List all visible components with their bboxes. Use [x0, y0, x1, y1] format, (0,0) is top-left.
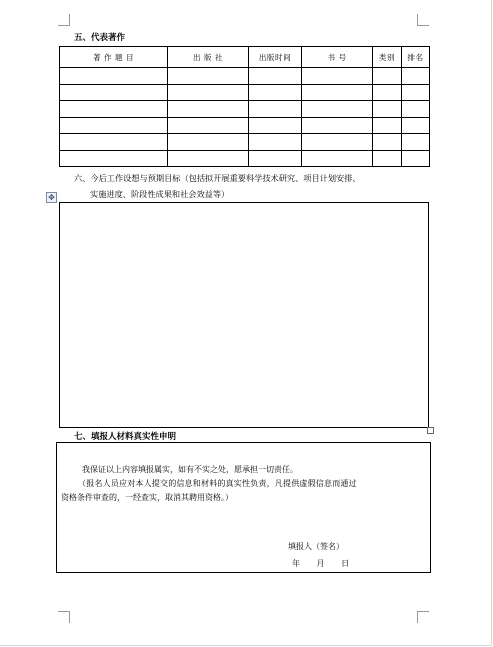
works-table	[59, 46, 430, 167]
table-cell[interactable]	[249, 68, 302, 85]
table-cell[interactable]	[302, 134, 373, 151]
table-cell[interactable]	[373, 101, 402, 118]
table-cell[interactable]	[302, 84, 373, 101]
table-cell[interactable]	[249, 150, 302, 167]
table-cell[interactable]	[249, 134, 302, 151]
table-row	[60, 117, 430, 134]
table-cell[interactable]	[373, 68, 402, 85]
table-cell[interactable]	[168, 101, 249, 118]
table-row	[60, 150, 430, 167]
table-cell[interactable]	[402, 134, 430, 151]
table-cell[interactable]	[373, 117, 402, 134]
table-cell[interactable]	[168, 84, 249, 101]
table-cell[interactable]	[373, 84, 402, 101]
table-row	[60, 134, 430, 151]
table-cell[interactable]	[402, 68, 430, 85]
section-7-title: 七、填报人材料真实性申明	[74, 432, 177, 442]
table-cell[interactable]	[302, 150, 373, 167]
col-rank: 排名	[402, 47, 430, 68]
col-isbn: 书 号	[302, 47, 373, 68]
table-cell[interactable]	[60, 134, 168, 151]
table-cell[interactable]	[373, 150, 402, 167]
plan-text-area[interactable]	[59, 202, 429, 428]
page-corner-mark	[58, 14, 70, 26]
page-corner-mark	[58, 611, 70, 623]
table-header-row	[60, 47, 430, 68]
table-cell[interactable]	[249, 117, 302, 134]
table-cell[interactable]	[402, 117, 430, 134]
table-cell[interactable]	[60, 150, 168, 167]
table-cell[interactable]	[168, 134, 249, 151]
table-cell[interactable]	[60, 68, 168, 85]
col-publisher: 出 版 社	[168, 47, 249, 68]
table-cell[interactable]	[402, 101, 430, 118]
table-move-handle-icon[interactable]: ✥	[46, 192, 57, 203]
table-cell[interactable]	[302, 68, 373, 85]
table-cell[interactable]	[60, 101, 168, 118]
col-title: 著 作 题 目	[60, 47, 168, 68]
table-row	[60, 84, 430, 101]
table-resize-handle[interactable]	[427, 427, 434, 434]
col-pub-date: 出版时间	[249, 47, 302, 68]
table-cell[interactable]	[302, 101, 373, 118]
signature-label: 填报人（签名）	[288, 542, 344, 551]
declaration-line-2: （报名人员应对本人提交的信息和材料的真实性负责，凡提供虚假信息而通过	[78, 479, 357, 488]
table-cell[interactable]	[402, 84, 430, 101]
declaration-box[interactable]	[56, 442, 431, 573]
table-cell[interactable]	[60, 117, 168, 134]
table-cell[interactable]	[402, 150, 430, 167]
table-cell[interactable]	[168, 150, 249, 167]
table-row	[60, 101, 430, 118]
table-row	[60, 68, 430, 85]
table-cell[interactable]	[373, 134, 402, 151]
table-cell[interactable]	[168, 117, 249, 134]
declaration-line-1: 我保证以上内容填报属实，如有不实之处，愿承担一切责任。	[82, 465, 298, 474]
table-cell[interactable]	[168, 68, 249, 85]
section-6-title-line1: 六、今后工作设想与预期目标（包括拟开展重要科学技术研究、项目计划安排、	[74, 173, 361, 183]
col-category: 类别	[373, 47, 402, 68]
date-label: 年 月 日	[292, 559, 350, 568]
table-cell[interactable]	[302, 117, 373, 134]
declaration-line-3: 资格条件审查的，一经查实，取消其聘用资格。）	[61, 493, 233, 502]
page-corner-mark	[417, 611, 429, 623]
section-5-title: 五、代表著作	[74, 33, 126, 43]
table-cell[interactable]	[249, 101, 302, 118]
section-6-title-line2: 实施进度、阶段性成果和社会效益等）	[90, 189, 230, 199]
table-cell[interactable]	[60, 84, 168, 101]
page-corner-mark	[417, 14, 429, 26]
table-cell[interactable]	[249, 84, 302, 101]
